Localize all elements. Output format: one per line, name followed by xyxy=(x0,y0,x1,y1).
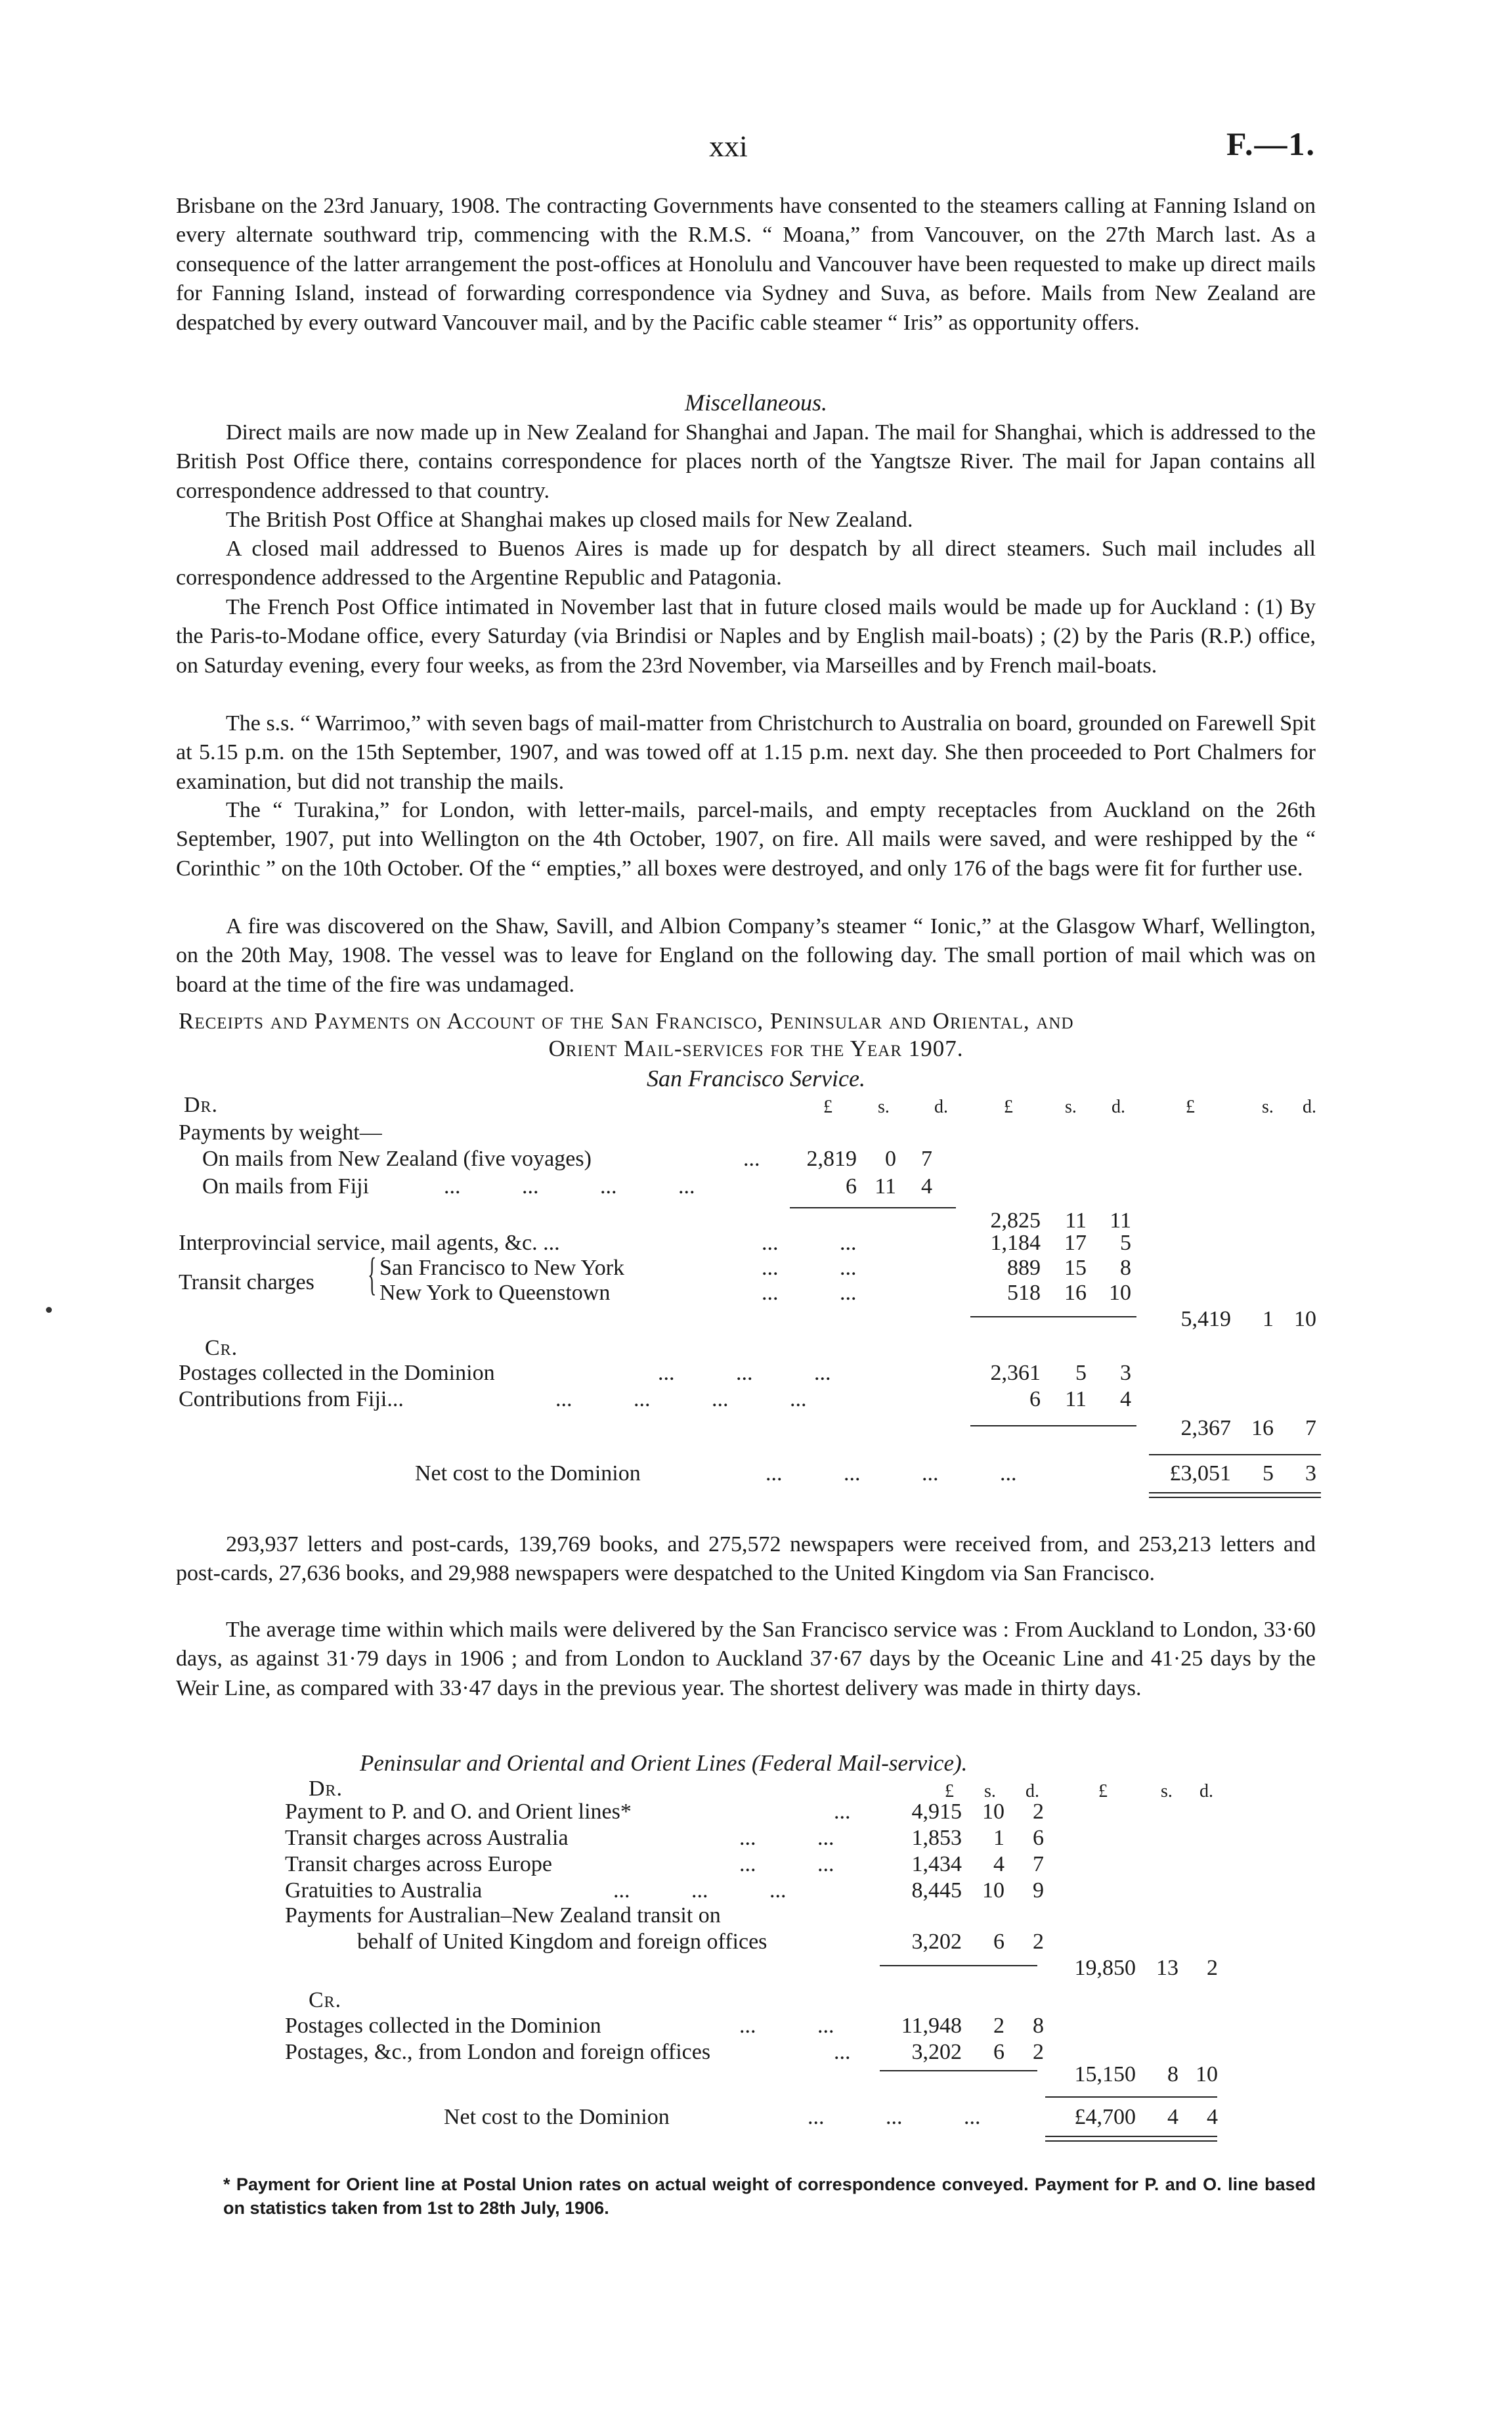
po-cr-total-pence: 10 xyxy=(1196,2062,1218,2086)
receipts-title-line-2: Orient Mail-services for the Year 1907. xyxy=(548,1036,964,1061)
po-row-transit-eur-pounds: 1,434 xyxy=(911,1852,962,1876)
po-dr-total-shillings: 13 xyxy=(1156,1956,1178,1980)
po-row-gratuities-pounds: 8,445 xyxy=(911,1878,962,1903)
po-cr-london-dots: ... xyxy=(834,2040,851,2064)
net-cost-pence: 3 xyxy=(1305,1461,1316,1486)
po-net-cost-label: Net cost to the Dominion xyxy=(444,2105,670,2129)
currency-shilling-col1: s. xyxy=(878,1097,890,1117)
interprovincial-shillings: 17 xyxy=(1064,1231,1087,1255)
po-currency-pence-col2: d. xyxy=(1199,1781,1213,1801)
paragraph-british-post-office: The British Post Office at Shanghai makes up closed mails for New Zealand. xyxy=(226,508,913,532)
po-cr-postages-pence: 8 xyxy=(1033,2014,1044,2038)
currency-shilling-col3: s. xyxy=(1262,1097,1274,1117)
po-cr-london-shillings: 6 xyxy=(993,2040,1004,2064)
transit-ny-q-shillings: 16 xyxy=(1064,1281,1087,1305)
po-currency-pound-col2: £ xyxy=(1098,1781,1108,1801)
currency-pound-col3: £ xyxy=(1186,1097,1195,1117)
po-cr-london-pence: 2 xyxy=(1033,2040,1044,2064)
po-row-gratuities-label: Gratuities to Australia xyxy=(285,1878,483,1903)
row-fiji-shillings: 11 xyxy=(875,1174,896,1199)
document-reference: F.—1. xyxy=(1226,125,1316,162)
section-heading-peninsular-oriental: Peninsular and Oriental and Orient Lines (Federal Mail-service). xyxy=(360,1750,968,1776)
po-row-transit-eur-dots: ... ... xyxy=(739,1852,834,1876)
po-row-aus-nz-label-1: Payments for Australian–New Zealand transit on xyxy=(285,1903,721,1928)
transit-brace: { xyxy=(368,1249,377,1300)
paragraph-turakina: The “ Turakina,” for London, with letter-mails, parcel-mails, and empty receptacles from Auckland on the 26th September, 1907, put into Wellington on the 4th October, 1907, on fire. All mails were saved, and were reshipped by the “ Corinthic ” on the 10th October. Of the “ empties,” all boxes were destroyed, and only 176 of the bags were fit for further use. xyxy=(176,798,1316,881)
subtotal-rule xyxy=(790,1207,956,1208)
row-new-zealand-pounds: 2,819 xyxy=(806,1147,857,1171)
cr-fiji-pence: 4 xyxy=(1120,1387,1131,1411)
footnote: * Payment for Orient line at Postal Union rates on actual weight of correspondence conveyed. Payment for P. and O. line based on statistics taken from 1st to 28th July, 1906. xyxy=(223,2174,1316,2218)
net-rule-double xyxy=(1149,1492,1321,1498)
po-dr-total-pence: 2 xyxy=(1207,1956,1218,1980)
subtotal-pounds: 2,825 xyxy=(990,1208,1041,1233)
po-cr-london-pounds: 3,202 xyxy=(911,2040,962,2064)
interprovincial-label: Interprovincial service, mail agents, &c. ... xyxy=(179,1231,560,1255)
row-new-zealand-shillings: 0 xyxy=(885,1147,896,1171)
net-cost-pounds: £3,051 xyxy=(1169,1461,1231,1486)
po-row-aus-nz-pence: 2 xyxy=(1033,1930,1044,1954)
cr-fiji-dots: ... ... ... ... xyxy=(555,1387,807,1411)
po-row-payment-dots: ... xyxy=(834,1799,851,1824)
margin-dot xyxy=(46,1307,52,1313)
row-fiji-pence: 4 xyxy=(921,1174,932,1199)
po-net-rule-top xyxy=(1045,2096,1217,2098)
transit-charges-label: Transit charges xyxy=(179,1270,314,1294)
paragraph-ionic: A fire was discovered on the Shaw, Savill, and Albion Company’s steamer “ Ionic,” at the Glasgow Wharf, Wellington, on the 20th May, 1908. The vessel was to leave for England on the following day. The small portion of mail which was on board at the time of the fire was undamaged. xyxy=(176,914,1316,997)
section-heading-san-francisco: San Francisco Service. xyxy=(647,1065,865,1092)
row-fiji-pounds: 6 xyxy=(846,1174,857,1199)
interprovincial-dots: ... ... xyxy=(762,1231,857,1255)
row-fiji-dots: ... ... ... ... xyxy=(444,1174,695,1199)
transit-sf-ny-dots: ... ... xyxy=(762,1256,857,1280)
po-net-cost-shillings: 4 xyxy=(1167,2105,1178,2129)
row-new-zealand-pence: 7 xyxy=(921,1147,932,1171)
currency-pound-col1: £ xyxy=(823,1097,832,1117)
interprovincial-pence: 5 xyxy=(1120,1231,1131,1255)
po-cr-postages-dots: ... ... xyxy=(739,2014,834,2038)
cr-postages-pence: 3 xyxy=(1120,1361,1131,1385)
row-fiji-label: On mails from Fiji xyxy=(202,1174,370,1199)
po-row-gratuities-shillings: 10 xyxy=(982,1878,1004,1903)
po-currency-shilling-col1: s. xyxy=(984,1781,996,1801)
transit-sf-ny-shillings: 15 xyxy=(1064,1256,1087,1280)
transit-sf-ny-pounds: 889 xyxy=(1007,1256,1041,1280)
currency-shilling-col2: s. xyxy=(1065,1097,1077,1117)
dr-total-pence: 10 xyxy=(1294,1307,1316,1331)
cr-subtotal-rule xyxy=(970,1425,1136,1426)
po-row-payment-pounds: 4,915 xyxy=(911,1799,962,1824)
currency-pence-col1: d. xyxy=(934,1097,948,1117)
po-row-transit-eur-label: Transit charges across Europe xyxy=(285,1852,552,1876)
transit-ny-q-dots: ... ... xyxy=(762,1281,857,1305)
po-row-transit-aus-dots: ... ... xyxy=(739,1826,834,1850)
po-row-payment-label: Payment to P. and O. and Orient lines* xyxy=(285,1799,632,1824)
po-cr-london-label: Postages, &c., from London and foreign offices xyxy=(285,2040,711,2064)
po-currency-shilling-col2: s. xyxy=(1161,1781,1173,1801)
net-cost-label: Net cost to the Dominion xyxy=(415,1461,641,1486)
interprovincial-pounds: 1,184 xyxy=(990,1231,1041,1255)
currency-pence-col2: d. xyxy=(1112,1097,1125,1117)
cr-fiji-pounds: 6 xyxy=(1029,1387,1041,1411)
cr-postages-shillings: 5 xyxy=(1075,1361,1087,1385)
transit-sf-ny-pence: 8 xyxy=(1120,1256,1131,1280)
net-rule-top xyxy=(1149,1454,1321,1455)
cr-fiji-label: Contributions from Fiji... xyxy=(179,1387,404,1411)
subtotal-pence: 11 xyxy=(1110,1208,1131,1233)
po-row-payment-shillings: 10 xyxy=(982,1799,1004,1824)
page-number: xxi xyxy=(709,129,748,163)
subtotal-shillings: 11 xyxy=(1065,1208,1087,1233)
po-row-transit-aus-pence: 6 xyxy=(1033,1826,1044,1850)
po-row-payment-pence: 2 xyxy=(1033,1799,1044,1824)
po-row-transit-aus-shillings: 1 xyxy=(993,1826,1004,1850)
po-net-rule-double xyxy=(1045,2136,1217,2142)
receipts-title-line-1: Receipts and Payments on Account of the San Francisco, Peninsular and Oriental, and xyxy=(179,1008,1074,1034)
currency-pound-col2: £ xyxy=(1004,1097,1013,1117)
po-net-cost-pounds: £4,700 xyxy=(1074,2105,1136,2129)
po-cr-total-shillings: 8 xyxy=(1167,2062,1178,2086)
transit-ny-q-pounds: 518 xyxy=(1007,1281,1041,1305)
po-row-gratuities-pence: 9 xyxy=(1033,1878,1044,1903)
paragraph-delivery-times: The average time within which mails were delivered by the San Francisco service was : From Auckland to London, 33·60 days, as against 31·79 days in 1906 ; and from London to Auckland 37·67 days by the Oceanic Line and 41·25 days by the Weir Line, as compared with 33·47 days in the previous year. The shortest delivery was made in thirty days. xyxy=(176,1618,1316,1700)
po-currency-pence-col1: d. xyxy=(1026,1781,1039,1801)
payments-by-weight-label: Payments by weight— xyxy=(179,1120,382,1145)
cr-total-pounds: 2,367 xyxy=(1180,1416,1231,1440)
row-new-zealand-label: On mails from New Zealand (five voyages) xyxy=(202,1147,592,1171)
paragraph-french-post-office: The French Post Office intimated in November last that in future closed mails would be made up for Auckland : (1) By the Paris-to-Modane office, every Saturday (via Brindisi or Naples and by English mail-boats) ; (2) by the Paris (R.P.) office, on Saturday evening, every four weeks, as from the 23rd November, via Marseilles and by French mail-boats. xyxy=(176,595,1316,678)
cr-postages-label: Postages collected in the Dominion xyxy=(179,1361,495,1385)
po-row-gratuities-dots: ... ... ... xyxy=(613,1878,787,1903)
dr-total-pounds: 5,419 xyxy=(1180,1307,1231,1331)
po-dr-total-rule xyxy=(880,1965,1037,1966)
net-cost-dots: ... ... ... ... xyxy=(766,1461,1017,1486)
currency-pence-col3: d. xyxy=(1303,1097,1316,1117)
po-dr-label: Dr. xyxy=(309,1777,343,1801)
po-cr-total-rule xyxy=(880,2070,1037,2071)
cr-total-shillings: 16 xyxy=(1251,1416,1274,1440)
po-row-aus-nz-shillings: 6 xyxy=(993,1930,1004,1954)
transit-ny-q-pence: 10 xyxy=(1109,1281,1131,1305)
po-row-aus-nz-pounds: 3,202 xyxy=(911,1930,962,1954)
po-row-transit-eur-shillings: 4 xyxy=(993,1852,1004,1876)
po-net-cost-pence: 4 xyxy=(1207,2105,1218,2129)
dr-total-shillings: 1 xyxy=(1263,1307,1274,1331)
cr-total-pence: 7 xyxy=(1305,1416,1316,1440)
paragraph-letters-statistics: 293,937 letters and post-cards, 139,769 books, and 275,572 newspapers were received from, and 253,213 letters and post-cards, 27,636 books, and 29,988 newspapers were despatched to the United Kingdom via San Francisco. xyxy=(176,1532,1316,1586)
po-dr-total-pounds: 19,850 xyxy=(1074,1956,1136,1980)
transit-sf-ny-label: San Francisco to New York xyxy=(379,1256,625,1280)
po-row-aus-nz-label-2: behalf of United Kingdom and foreign offices xyxy=(357,1930,767,1954)
paragraph-warrimoo: The s.s. “ Warrimoo,” with seven bags of mail-matter from Christchurch to Australia on board, grounded on Farewell Spit at 5.15 p.m. on the 15th September, 1907, and was towed off at 1.15 p.m. next day. She then proceeded to Port Chalmers for examination, but did not tranship the mails. xyxy=(176,711,1316,794)
cr-fiji-shillings: 11 xyxy=(1065,1387,1087,1411)
dr-label: Dr. xyxy=(184,1093,219,1117)
cr-postages-pounds: 2,361 xyxy=(990,1361,1041,1385)
paragraph-shanghai-japan: Direct mails are now made up in New Zealand for Shanghai and Japan. The mail for Shanghai, which is addressed to the British Post Office there, contains correspondence for places north of the Yangtsze River. The mail for Japan contains all correspondence addressed to that country. xyxy=(176,420,1316,503)
po-cr-postages-label: Postages collected in the Dominion xyxy=(285,2014,601,2038)
po-cr-label: Cr. xyxy=(309,1988,342,2012)
cr-postages-dots: ... ... ... xyxy=(658,1361,831,1385)
po-net-cost-dots: ... ... ... xyxy=(808,2105,981,2129)
paragraph-fanning-island: Brisbane on the 23rd January, 1908. The contracting Governments have consented to the steamers calling at Fanning Island on every alternate southward trip, commencing with the R.M.S. “ Moana,” from Vancouver, on the 27th March last. As a consequence of the latter arrangement the post-offices at Honolulu and Vancouver have been requested to make up direct mails for Fanning Island, instead of forwarding correspondence via Sydney and Suva, as before. Mails from New Zealand are despatched by every outward Vancouver mail, and by the Pacific cable steamer “ Iris” as opportunity offers. xyxy=(176,194,1316,335)
row-new-zealand-dots: ... xyxy=(743,1147,760,1171)
po-row-transit-aus-label: Transit charges across Australia xyxy=(285,1826,569,1850)
section-heading-miscellaneous: Miscellaneous. xyxy=(685,389,827,416)
po-row-transit-aus-pounds: 1,853 xyxy=(911,1826,962,1850)
po-cr-postages-shillings: 2 xyxy=(993,2014,1004,2038)
po-cr-total-pounds: 15,150 xyxy=(1074,2062,1136,2086)
po-currency-pound-col1: £ xyxy=(945,1781,954,1801)
po-row-transit-eur-pence: 7 xyxy=(1033,1852,1044,1876)
dr-total-rule xyxy=(970,1316,1136,1317)
po-cr-postages-pounds: 11,948 xyxy=(901,2014,962,2038)
transit-ny-q-label: New York to Queenstown xyxy=(379,1281,611,1305)
net-cost-shillings: 5 xyxy=(1263,1461,1274,1486)
cr-label: Cr. xyxy=(205,1336,238,1360)
paragraph-buenos-aires: A closed mail addressed to Buenos Aires is made up for despatch by all direct steamers. Such mail includes all correspondence addressed to the Argentine Republic and Patagonia. xyxy=(176,537,1316,590)
